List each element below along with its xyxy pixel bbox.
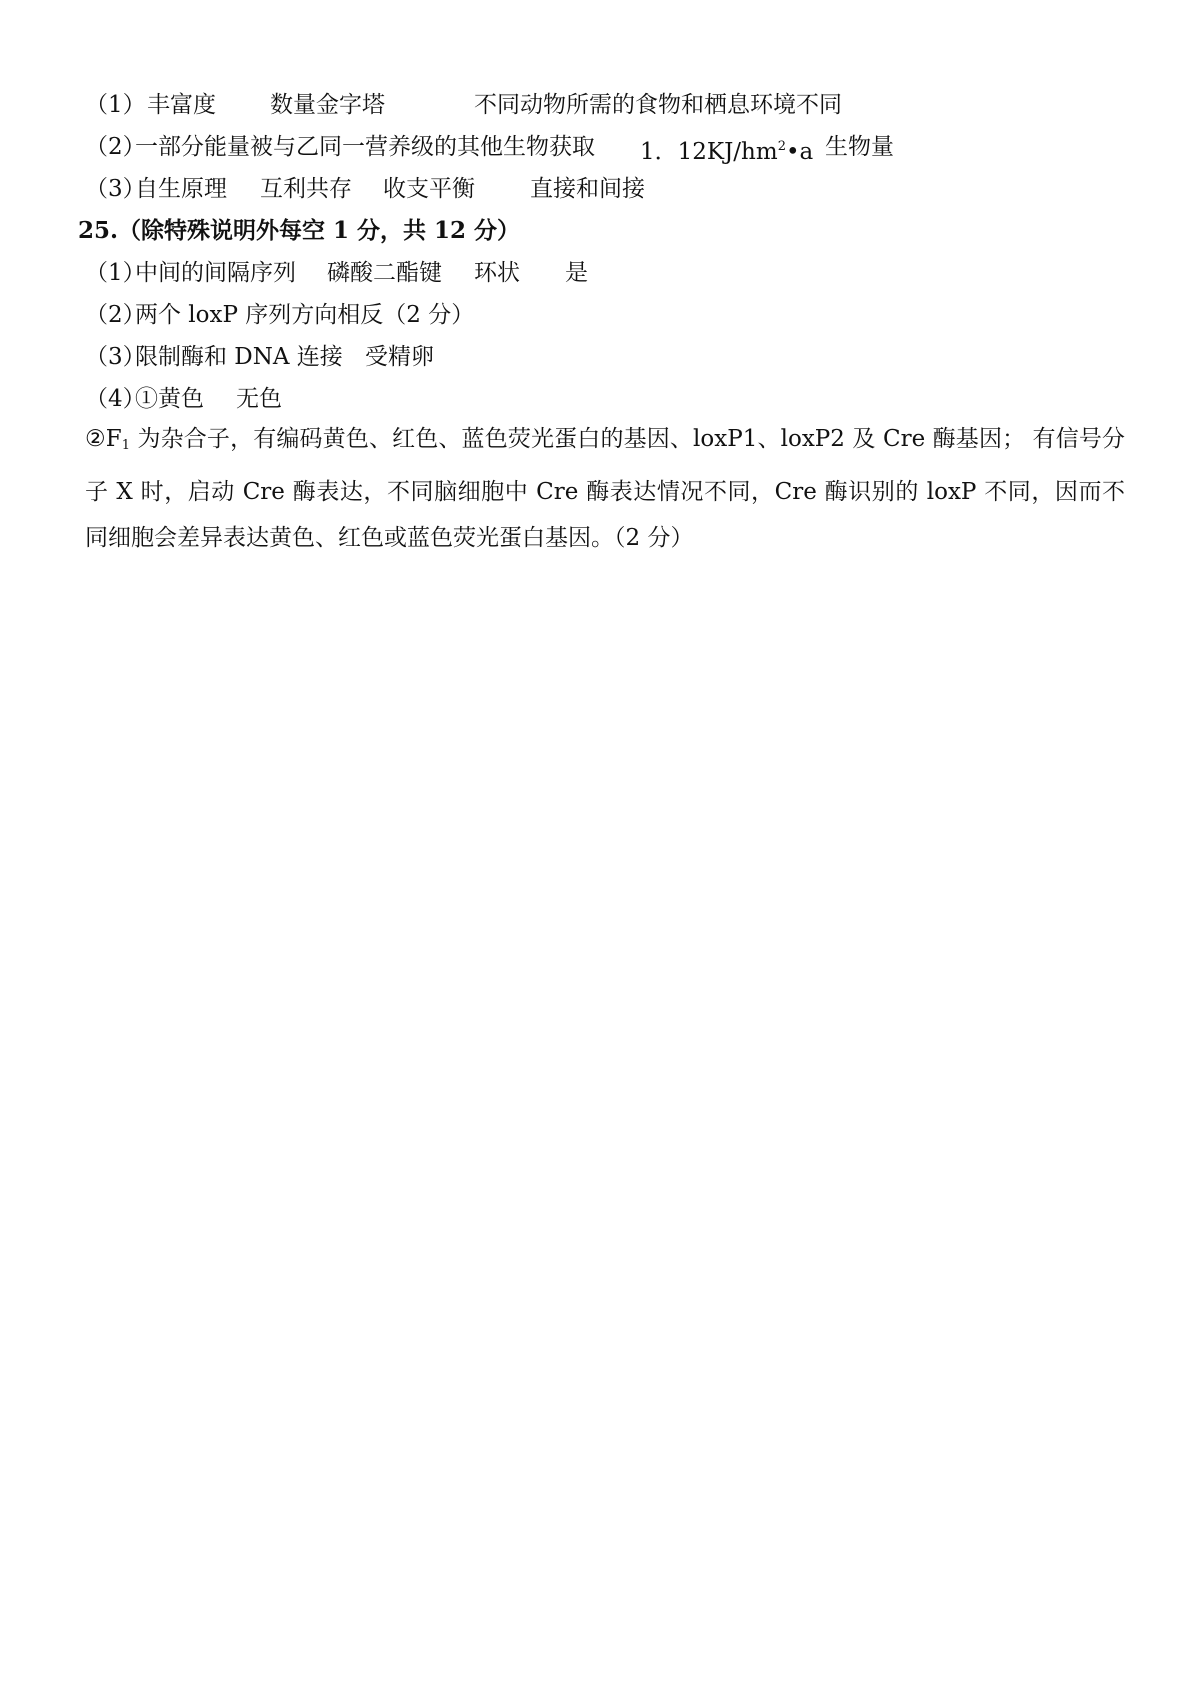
q24-part1-answer2: 数量金字塔	[270, 92, 385, 118]
q24-part3-answer2: 互利共存	[260, 176, 352, 202]
q25-part1-answer3: 环状	[474, 260, 520, 286]
q24-part3-answer4: 直接和间接	[530, 176, 645, 202]
q25-part1-answer1: 中间的间隔序列	[135, 260, 296, 286]
q24-part1-answer1: 丰富度	[147, 92, 216, 118]
q25-part1-answer4: 是	[565, 260, 588, 286]
q24-part3-number: （3）	[85, 176, 146, 202]
q24-part3-answer1: 自生原理	[135, 176, 227, 202]
q25-part3-answer2: 受精卵	[365, 344, 434, 370]
q24-part3-answer3: 收支平衡	[383, 176, 475, 202]
q25-part2-number: （2）	[85, 302, 146, 328]
q24-part2-number: （2）	[85, 134, 146, 160]
q24-part2-answer2: 1．$12KJ/hm^2•a$	[640, 139, 814, 165]
q25-part3-answer1: 限制酶和 DNA 连接	[135, 344, 343, 370]
q25-part4-explanation: $②F_1$ 为杂合子，有编码黄色、红色、蓝色荧光蛋白的基因、loxP1、loxP2 及 Cre 酶基因； 有信号分子 X 时，启动 Cre 酶表达，不同脑细胞中 Cre 酶表达情况不同，Cre 酶识别的 loxP 不同，因而不同细胞会差异表达黄色、红色或蓝色荧光蛋白基因。（2 分）	[85, 426, 1126, 551]
q24-part1-answer3: 不同动物所需的食物和栖息环境不同	[474, 92, 842, 118]
q25-part1-number: （1）	[85, 260, 146, 286]
q25-part4-number: （4）	[85, 386, 146, 412]
q25-heading: 25.（除特殊说明外每空 1 分，共 12 分）	[78, 217, 521, 244]
q25-part3-number: （3）	[85, 344, 146, 370]
q25-part2-answer1: 两个 loxP 序列方向相反（2 分）	[135, 302, 475, 328]
q24-part2-answer3: 生物量	[825, 134, 894, 160]
q25-part1-answer2: 磷酸二酯键	[327, 260, 442, 286]
q25-part4-answer1: ①黄色	[135, 386, 204, 412]
q25-part4-answer2: 无色	[236, 386, 282, 412]
q24-part2-answer1: 一部分能量被与乙同一营养级的其他生物获取	[135, 134, 595, 160]
q24-part1-number: （1）	[85, 92, 146, 118]
